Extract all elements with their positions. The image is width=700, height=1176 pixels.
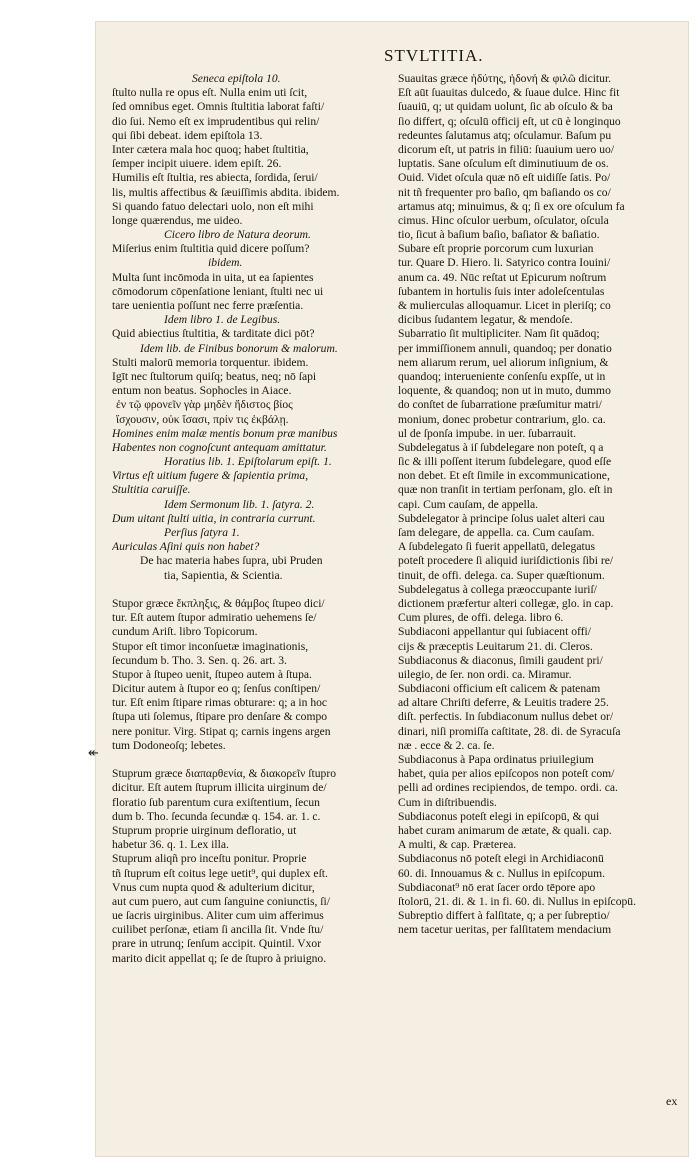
right-column-line: Subdelegatus à collega præoccupante iuriſ/ [398,582,597,596]
left-column-line: tñ ſtuprum eſt coitus lege uetit⁹, qui duplex eſt. [112,866,328,880]
right-column-line: ad altare Chriſti deferre, & Leuitis tradere 25. [398,696,609,710]
left-column-line: dio ſui. Nemo eſt ex imprudentibus qui relin/ [112,114,320,128]
right-column-line: 60. di. Innouamus & c. Nullus in epiſcopum. [398,866,606,880]
right-column-line: do conſtet de ſubarratione præſumitur matri/ [398,398,602,412]
left-column-line: Stuprum græce διαπαρθενία, & διακορεῖν ſtupro [112,767,337,781]
left-column-line: Stuprum aliqñ pro inceſtu ponitur. Proprie [112,852,307,866]
right-column-line: ſam delegare, de appella. ca. Cum cauſam. [398,526,595,539]
left-column-line: lis, multis affectibus & ſæuiſſimis abdita. ibidem. [112,185,340,199]
right-column-line: redeuntes ſalutamus atq; oſculamur. Baſum pu [398,128,612,142]
left-column-line: aut cum puero, aut cum ſanguine coniunctis, ſi/ [112,894,330,908]
left-column-line: Igīt nec ſtultorum quiſq; beatus, neq; nō ſapi [112,369,317,383]
right-column-line: habet curam animarum de ætate, & quali. cap. [398,823,612,837]
right-column-line: Subare eſt proprie porcorum cum luxurian [398,242,594,256]
right-column-line: nem aliarum rerum, uel aliorum inſignium, & [398,355,609,369]
left-column-line: ſtulto nulla re opus eſt. Nulla enim uti ſcit, [112,86,308,100]
right-column-line: Subarratio ſit multipliciter. Nam ſit quādoq; [398,327,600,341]
right-column-line: dinari, niſi promiſſa caſtitate, 28. di. de Syracuſa [398,724,621,738]
left-column-line: Stupor græce ἔκπληξις, & θάμβος ſtupeo dici/ [112,596,325,610]
right-column [398,72,682,937]
right-column-line: capi. Cum cauſam, de appella. [398,497,539,511]
right-column-line: ſuauiū, q; ut quidam uolunt, ſic ab oſculo & ba [398,100,613,114]
left-column-line: ſed omnibus eget. Omnis ſtultitia laborat faſti/ [112,100,325,114]
left-column-line: cōmodorum cōpenſatione leniant, ſtulti nec ui [112,284,324,298]
right-column-line: dicibus ſudantem legatur, & mendoſe. [398,313,573,327]
left-column-line: Seneca epiſtola 10. [192,72,281,85]
right-column-line: nit tñ frequenter pro baſio, qm baſiando os co/ [398,185,611,199]
left-column-line: Stupor à ſtupeo uenit, ſtupeo autem à ſtupa. [112,667,312,681]
left-column-line: Si quando fatuo delectari uolo, non eſt mihi [112,199,314,213]
right-column-line: A multi, & cap. Præterea. [398,838,517,852]
left-column-line: cuilibet perſonæ, etiam ſi ancilla ſit. Vnde ſtu/ [112,923,324,937]
left-column-line: Perſius ſatyra 1. [164,526,240,539]
left-column-line: ἐν τῷ φρονεῖν γὰρ μηδὲν ἥδιστος βίος [116,398,293,412]
right-column-line: Subdiaconus nō poteſt elegi in Archidiaconū [398,852,604,866]
right-column-line: Subdelegator à principe ſolus ualet alteri cau [398,511,605,525]
left-column-line: De hac materia habes ſupra, ubi Pruden [140,554,323,568]
left-column-line [112,753,394,767]
left-column-line: tare uenientia poſſunt nec ferre præſentia. [112,299,304,312]
right-column-line: Subdiaconus poteſt elegi in epiſcopū, & qui [398,809,600,823]
left-column-line: habetur 36. q. 1. Lex illa. [112,838,229,852]
left-column-line: Stultitia caruiſſe. [112,483,191,497]
left-column-line: Auriculas Aſini quis non habet? [112,540,260,554]
left-column-line: floratio ſub parentum cura exiſtentium, ſecun [112,795,320,809]
running-title: STVLTITIA. [384,46,484,65]
right-column-line: nem tacetur ueritas, per falſitatem mendacium [398,923,612,937]
left-column-line: dum b. Tho. ſecunda ſecundæ q. 154. ar. 1. c. [112,809,321,823]
right-column-line: næ . ecce & 2. ca. ſe. [398,738,495,752]
left-column-line: Inter cætera mala hoc quoq; habet ſtultitia, [112,142,309,156]
left-column-line: longe quærendus, me uideo. [112,213,243,227]
right-column-line: luptatis. Sane oſculum eſt diminutiuum de os. [398,157,609,171]
right-column-line: Subdiaconus & diaconus, ſimili gaudent pri/ [398,653,603,667]
left-column-line: entum non beatus. Sophocles in Aiace. [112,384,292,398]
left-column-line: Homines enim malæ mentis bonum præ manibus [112,426,338,440]
left-column-line [112,583,394,597]
left-column-line: ibidem. [208,256,243,270]
left-column-line: ue ſacris uirginibus. Aliter cum uim afferimus [112,909,324,923]
right-column-line: tinuit, de offi. delega. ca. Super quæſtionum. [398,568,605,582]
right-column-line: A ſubdelegato ſi fuerit appellatū, delegatus [398,540,596,554]
right-column-line: ſic & illi poſſent iterum ſubdelegare, quod eſſe [398,455,612,469]
left-column-line: tum Dodoneoſq; lebetes. [112,738,226,752]
left-column-line: Idem lib. de Finibus bonorum & malorum. [140,341,338,355]
margin-mark: ↞ [88,746,99,761]
right-column-line: & mulierculas alloquamur. Licet in pleriſq; co [398,299,611,312]
right-column-line: Subdiaconi appellantur qui ſubiacent offi/ [398,625,591,639]
right-column-line: Subdiaconat⁹ nō erat ſacer ordo tēpore apo [398,880,596,894]
right-column-line: tur. Quare D. Hiero. li. Satyrico contra Iouini/ [398,256,611,270]
left-column-line: tia, Sapientia, & Scientia. [164,568,283,582]
right-column-line: Eſt aūt ſuauitas dulcedo, & ſuaue dulce. Hinc fit [398,86,620,100]
left-column-line: tur. Eſt autem ſtupor admiratio uehemens ſe/ [112,611,317,625]
left-column-line: Horatius lib. 1. Epiſtolarum epiſt. 1. [164,455,332,469]
catchword: ex [666,1094,678,1108]
left-column-line: ſtupa uti ſolemus, ſtipare pro denſare & compo [112,710,328,724]
right-column-line: quæ non tranſit in tertiam perſonam, glo. eſt in [398,483,613,497]
left-column-line: Stuprum proprie uirginum defloratio, ut [112,823,297,837]
left-column-line: Dum uitant ſtulti uitia, in contraria currunt. [112,511,316,525]
left-column-line: Dicitur autem à ſtupor eo q; ſenſus conſtipen/ [112,682,321,696]
right-column-line: Cum plures, de offi. delega. libro 6. [398,611,564,625]
left-column-line: Vnus cum nupta quod & adulterium dicitur, [112,880,315,894]
right-column-line: ſio differt, q; oſculū officij eſt, ut cū è longinquo [398,114,621,128]
left-column-line: ſemper incipit uiuere. idem epiſt. 26. [112,157,282,171]
right-column-line: monium, donec probetur contrarium, glo. ca. [398,412,606,426]
left-column-line: prare in utrunq; ſenſum accipit. Quintil. Vxor [112,937,322,951]
right-column-line: quandoq; interueniente conſenſu expſſe, ut in [398,369,606,383]
left-column-line: Cicero libro de Natura deorum. [164,228,311,242]
right-column-line: ul de ſponſa impube. in uer. ſubarrauit. [398,426,577,440]
left-column-line: Stulti malorū memoria torquentur. ibidem. [112,355,309,369]
right-column-line: loquente, & quandoq; non ut in muto, dummo [398,384,611,398]
left-column-line: tur. Eſt enim ſtipare rimas obturare: q; a in hoc [112,696,328,710]
left-column-line: Virtus eſt uitium fugere & ſapientia prima, [112,469,309,483]
left-column-line: Humilis eſt ſtultia, res abiecta, ſordida, ſerui/ [112,171,318,185]
left-column-line: Miſerius enim ſtultitia quid dicere poſſum? [112,242,310,256]
left-column-line: Quid abiectius ſtultitia, & tarditate dici pōt? [112,327,315,341]
left-column-line: Multa ſunt incōmoda in uita, ut ea ſapientes [112,270,314,284]
right-column-line: pelli ad ordines recipiendos, de tempo. ordi. ca. [398,781,618,795]
right-column-line: anum ca. 49. Nūc reſtat ut Epicurum noſtrum [398,270,607,284]
left-column-line: dicitur. Eſt autem ſtuprum illicita uirginum de/ [112,781,327,795]
right-column-line: habet, quia per alios epiſcopos non poteſt com/ [398,767,615,781]
right-column-line: Suauitas græce ἡδύτης, ἡδονή & φιλῶ dicitur. [398,72,612,85]
right-column-line: cimus. Hinc oſculor uerbum, oſculator, oſcula [398,213,609,227]
right-column-line: Subdiaconi officium eſt calicem & patenam [398,682,601,696]
right-column-line: Subreptio differt à falſitate, q; a per ſubreptio/ [398,909,610,923]
left-column-line: ſecundum b. Tho. 3. Sen. q. 26. art. 3. [112,653,287,667]
right-column-line: dicorum eſt, ut patris in filiū: ſuauium uero uo/ [398,142,615,156]
left-column-line: Stupor eſt timor inconſuetæ imaginationis, [112,639,309,653]
left-column-line: Idem Sermonum lib. 1. ſatyra. 2. [164,497,315,511]
right-column-line: per immiſſionem annuli, quandoq; per donatio [398,341,612,355]
right-column-line: non debet. Et eſt ſimile in excommunicatione, [398,469,610,483]
right-column-line: ſtolorū, 21. di. & 1. in fi. 60. di. Nullus in epiſcopū. [398,894,636,908]
left-column-line: cundum Ariſt. libro Topicorum. [112,625,258,639]
right-column-line: uilegio, de ſer. non ordi. ca. Miramur. [398,667,572,681]
left-column-line: ἴσχουσιν, οὐκ ἴσασι, πρίν τις ἐκβάλῃ. [116,412,289,426]
right-column-line: dictionem præfertur alteri collegæ, glo. in cap. [398,596,614,610]
left-column [112,72,394,966]
right-column-line: tio, ſicut à baſium baſio, baſiator & baſiatio. [398,228,600,242]
right-column-line: ſubantem in hortulis ſuis inter adoleſcentulas [398,284,605,298]
right-column-line: artamus atq; minuimus, & q; ſi ex ore oſculum fa [398,199,625,213]
right-column-line: poteſt procedere ſi aliquid iuriſdictionis ſibi re/ [398,554,614,568]
left-column-line: qui ſibi debeat. idem epiſtola 13. [112,128,263,142]
right-column-line: Subdelegatus à iſ ſubdelegare non poteſt, q a [398,440,604,454]
left-column-line: Habentes non cognoſcunt antequam amittatur. [112,440,327,454]
left-column-line: Idem libro 1. de Legibus. [164,313,281,327]
right-column-line: diſt. perfectis. In ſubdiaconum nullus debet or/ [398,710,614,724]
right-column-line: cijs & præceptis Leuitarum 21. di. Cleros. [398,639,593,653]
right-column-line: Ouid. Videt oſcula quæ nō eſt uidiſſe ſatis. Po/ [398,171,611,185]
right-column-line: Cum in diſtribuendis. [398,795,497,809]
left-column-line: nere ponitur. Virg. Stipat q; carnis ingens argen [112,724,331,738]
left-column-line: marito dicit appellat q; ſe de ſtupro à priuigno. [112,951,327,965]
right-column-line: Subdiaconus à Papa ordinatus priuilegium [398,753,594,766]
